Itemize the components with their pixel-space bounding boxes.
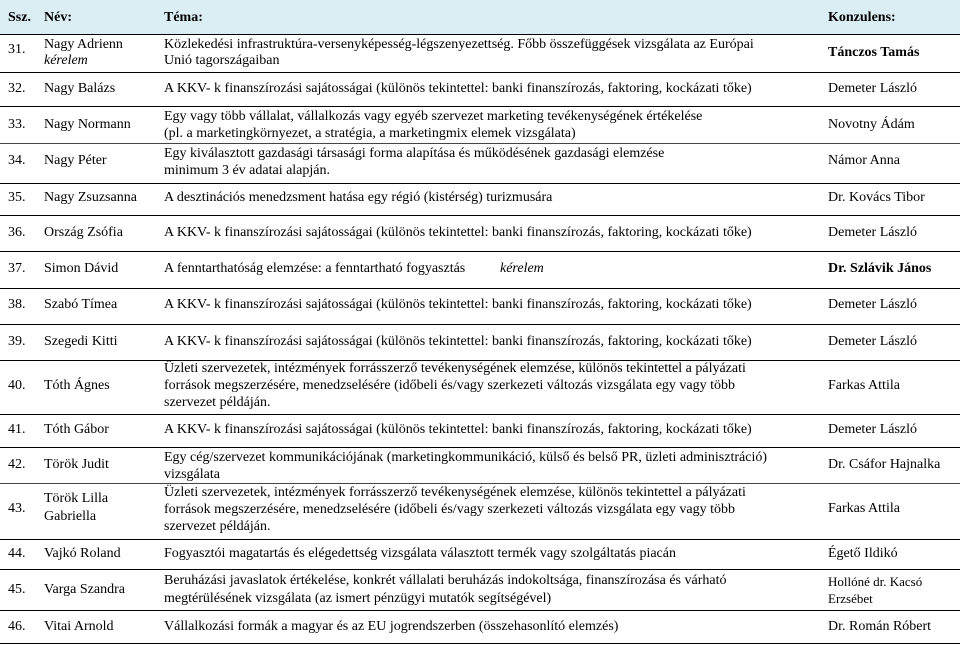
table-header <box>0 0 960 34</box>
divider <box>0 643 960 644</box>
consultant: Erzsébet <box>828 591 873 606</box>
consultant: Farkas Attila <box>828 378 900 393</box>
consultant: Dr. Kovács Tibor <box>828 190 925 205</box>
consultant: Novotny Ádám <box>828 117 915 132</box>
row-number: 45. <box>8 582 26 597</box>
student-name: Tóth Ágnes <box>44 378 110 393</box>
student-name: Nagy Normann <box>44 117 131 132</box>
topic-line: Fogyasztói magatartás és elégedettség vizsgálata választott termék vagy szolgáltatás piacán <box>164 546 676 561</box>
topic-line: Üzleti szervezetek, intézmények forrásszerző tevékenységének elemzése, különös tekintettel a pályázati <box>164 361 746 376</box>
consultant: Demeter László <box>828 81 918 96</box>
topic-line: A KKV- k finanszírozási sajátosságai (különös tekintettel: banki finanszírozás, faktoring, kockázati tőke) <box>164 334 752 349</box>
divider <box>0 569 960 570</box>
student-name: Varga Szandra <box>44 582 125 597</box>
student-name: Gabriella <box>44 509 97 524</box>
divider <box>0 143 960 144</box>
divider <box>0 324 960 325</box>
row-number: 31. <box>8 42 26 57</box>
consultant: Farkas Attila <box>828 501 900 516</box>
row-number: 43. <box>8 501 26 516</box>
name-note: kérelem <box>44 53 88 68</box>
divider <box>0 215 960 216</box>
consultant: Dr. Román Róbert <box>828 619 932 634</box>
header-ssz: Ssz. <box>8 10 31 25</box>
row-number: 36. <box>8 225 26 240</box>
student-name: Ország Zsófia <box>44 225 123 240</box>
row-number: 33. <box>8 117 26 132</box>
divider <box>0 447 960 448</box>
consultant: Námor Anna <box>828 153 900 168</box>
topic-line: A KKV- k finanszírozási sajátosságai (különös tekintettel: banki finanszírozás, faktoring, kockázati tőke) <box>164 422 752 437</box>
topic-line: A fenntarthatóság elemzése: a fenntartható fogyasztás <box>164 261 466 276</box>
divider <box>0 414 960 415</box>
divider <box>0 183 960 184</box>
topic-note: kérelem <box>500 261 544 276</box>
row-number: 41. <box>8 422 26 437</box>
student-name: Nagy Adrienn <box>44 37 123 52</box>
topic-line: források megszerzésére, menedzselésére (időbeli és/vagy szerkezeti változás vizsgálata egy vagy több <box>164 378 736 393</box>
consultant: Dr. Szlávik János <box>828 261 932 276</box>
topic-line: Közlekedési infrastruktúra-versenyképesség-légszenyezettség. Főbb összefüggések vizsgálata az Európai <box>164 37 754 52</box>
student-name: Szabó Tímea <box>44 297 118 312</box>
header-nev: Név: <box>44 10 72 25</box>
topic-line: A KKV- k finanszírozási sajátosságai (különös tekintettel: banki finanszírozás, faktoring, kockázati tőke) <box>164 225 752 240</box>
consultant: Hollóné dr. Kacsó <box>828 574 923 589</box>
row-number: 40. <box>8 378 26 393</box>
topic-line: Egy kiválasztott gazdasági társasági forma alapítása és működésének gazdasági elemzése <box>164 146 665 161</box>
student-name: Vajkó Roland <box>44 546 121 561</box>
topic-line: szervezet példáján. <box>164 395 271 410</box>
consultant: Demeter László <box>828 297 918 312</box>
divider <box>0 72 960 73</box>
topic-line: megtérülésének vizsgálata (az ismert pénzügyi mutatók segítségével) <box>164 591 552 606</box>
topic-line: minimum 3 év adatai alapján. <box>164 163 331 178</box>
consultant: Égető Ildikó <box>828 546 898 561</box>
divider <box>0 251 960 252</box>
consultant: Tánczos Tamás <box>828 45 920 60</box>
topic-line: Beruházási javaslatok értékelése, konkrét vállalati beruházás indokoltsága, finanszírozása és várható <box>164 573 727 588</box>
row-number: 35. <box>8 190 26 205</box>
consultant: Demeter László <box>828 422 918 437</box>
topic-line: (pl. a marketingkörnyezet, a stratégia, a marketingmix elemek vizsgálata) <box>164 126 576 141</box>
topic-line: Vállalkozási formák a magyar és az EU jogrendszerben (összehasonlító elemzés) <box>164 619 619 634</box>
row-number: 42. <box>8 457 26 472</box>
row-number: 38. <box>8 297 26 312</box>
row-number: 34. <box>8 153 26 168</box>
row-number: 32. <box>8 81 26 96</box>
topic-line: vizsgálata <box>164 467 220 482</box>
topic-line: Egy cég/szervezet kommunikációjának (marketingkommunikáció, külső és belső PR, üzleti adminisztráció) <box>164 450 767 465</box>
header-tema: Téma: <box>164 10 203 25</box>
topic-line: Unió tagországaiban <box>164 53 280 68</box>
row-number: 44. <box>8 546 26 561</box>
student-name: Simon Dávid <box>44 261 119 276</box>
student-name: Török Judit <box>44 457 109 472</box>
student-name: Szegedi Kitti <box>44 334 118 349</box>
row-number: 46. <box>8 619 26 634</box>
topic-line: Egy vagy több vállalat, vállalkozás vagy egyéb szervezet marketing tevékenységének értékelése <box>164 109 703 124</box>
topic-line: A desztinációs menedzsment hatása egy régió (kistérség) turizmusára <box>164 190 553 205</box>
topic-line: források megszerzésére, menedzselésére (időbeli és/vagy szerkezeti változás vizsgálata egy vagy több <box>164 502 736 517</box>
consultant: Demeter László <box>828 225 918 240</box>
topic-line: A KKV- k finanszírozási sajátosságai (különös tekintettel: banki finanszírozás, faktoring, kockázati tőke) <box>164 297 752 312</box>
student-name: Nagy Zsuzsanna <box>44 190 137 205</box>
row-number: 37. <box>8 261 26 276</box>
student-name: Nagy Péter <box>44 153 107 168</box>
divider <box>0 34 960 35</box>
divider <box>0 539 960 540</box>
topic-line: Üzleti szervezetek, intézmények forrásszerző tevékenységének elemzése, különös tekintettel a pályázati <box>164 485 746 500</box>
divider <box>0 288 960 289</box>
student-name: Vitai Arnold <box>44 619 114 634</box>
student-name: Tóth Gábor <box>44 422 109 437</box>
student-name: Nagy Balázs <box>44 81 116 96</box>
consultant: Dr. Csáfor Hajnalka <box>828 457 941 472</box>
topic-line: A KKV- k finanszírozási sajátosságai (különös tekintettel: banki finanszírozás, faktoring, kockázati tőke) <box>164 81 752 96</box>
row-number: 39. <box>8 334 26 349</box>
header-konzulens: Konzulens: <box>828 10 896 25</box>
student-name: Török Lilla <box>44 491 109 506</box>
divider <box>0 106 960 107</box>
topic-line: szervezet példáján. <box>164 519 271 534</box>
consultant: Demeter László <box>828 334 918 349</box>
divider <box>0 610 960 611</box>
